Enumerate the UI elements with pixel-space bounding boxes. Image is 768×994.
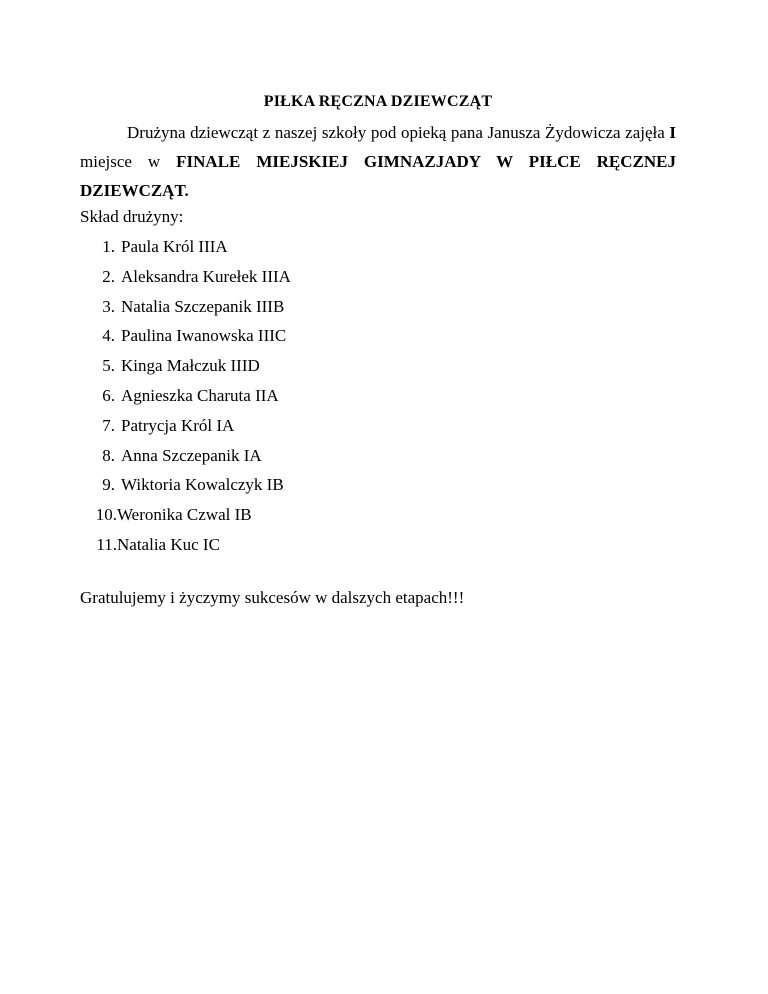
list-item bbox=[80, 447, 676, 477]
list-item-name: Aleksandra Kurełek IIIA bbox=[121, 266, 291, 286]
list-item bbox=[80, 536, 676, 566]
list-item-number: 10. bbox=[95, 505, 117, 525]
list-item-number: 4. bbox=[102, 326, 115, 346]
list-item bbox=[80, 387, 676, 417]
list-item-name: Kinga Małczuk IIID bbox=[121, 356, 260, 376]
intro-event-name: FINALE MIEJSKIEJ GIMNAZJADY W PIŁCE RĘCZNEJ DZIEWCZĄT. bbox=[80, 152, 677, 200]
list-item-number: 9. bbox=[102, 475, 115, 495]
list-item-number: 2. bbox=[102, 266, 115, 286]
list-item-number: 6. bbox=[102, 385, 115, 405]
list-item bbox=[80, 357, 676, 387]
list-item-number: 8. bbox=[102, 445, 115, 465]
list-item bbox=[80, 327, 676, 357]
list-item-number: 1. bbox=[102, 237, 115, 256]
intro-place: I bbox=[669, 123, 676, 142]
team-label: Skład drużyny: bbox=[80, 207, 184, 226]
list-item-name: Agnieszka Charuta IIA bbox=[121, 385, 279, 405]
list-item bbox=[80, 417, 676, 447]
team-members-list bbox=[80, 238, 676, 566]
list-item bbox=[80, 268, 676, 298]
list-item-number: 5. bbox=[102, 356, 115, 376]
closing-message: Gratulujemy i życzymy sukcesów w dalszych etapach!!! bbox=[80, 587, 465, 607]
list-item bbox=[80, 476, 676, 506]
list-item-name: Weronika Czwal IB bbox=[117, 505, 252, 525]
list-item-name: Paulina Iwanowska IIIC bbox=[121, 326, 287, 346]
document-title: PIŁKA RĘCZNA DZIEWCZĄT bbox=[263, 93, 493, 110]
list-item bbox=[80, 506, 676, 536]
list-item-name: Paula Król IIIA bbox=[121, 237, 228, 256]
list-item-name: Natalia Szczepanik IIIB bbox=[121, 296, 285, 316]
list-item-name: Wiktoria Kowalczyk IB bbox=[121, 475, 284, 495]
list-item-name: Natalia Kuc IC bbox=[117, 534, 220, 554]
list-item-name: Patrycja Król IA bbox=[121, 415, 235, 435]
list-item-number: 11. bbox=[96, 534, 117, 554]
document-page bbox=[80, 92, 676, 608]
intro-text-part1: Drużyna dziewcząt z naszej szkoły pod opieką pana Janusza Żydowicza zajęła bbox=[127, 123, 670, 142]
list-item-number: 7. bbox=[102, 415, 115, 435]
list-item-name: Anna Szczepanik IA bbox=[121, 445, 262, 465]
intro-text-part2: miejsce w bbox=[80, 152, 177, 171]
intro-paragraph bbox=[80, 118, 676, 205]
list-item bbox=[80, 298, 676, 328]
list-item bbox=[80, 238, 676, 268]
list-item-number: 3. bbox=[102, 296, 115, 316]
